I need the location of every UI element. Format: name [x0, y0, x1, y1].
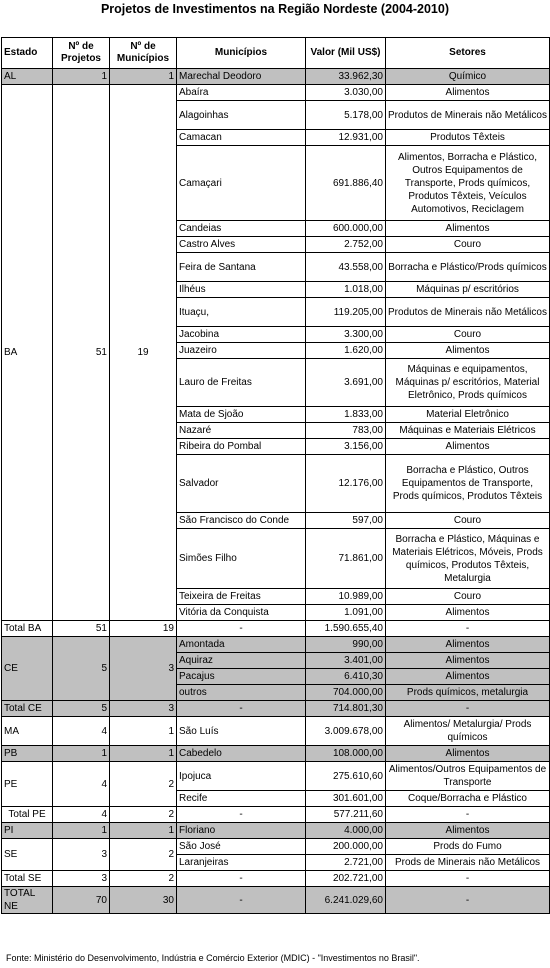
- valor-cell: 3.009.678,00: [306, 717, 386, 746]
- municipio-cell: outros: [177, 685, 306, 701]
- municipio-cell: Ituaçu,: [177, 298, 306, 327]
- header-municipios: Municípios: [177, 38, 306, 69]
- municipios-count-cell: 3: [110, 637, 177, 701]
- valor-cell: 3.156,00: [306, 439, 386, 455]
- valor-cell: 301.601,00: [306, 791, 386, 807]
- municipio-cell: Ilhéus: [177, 282, 306, 298]
- table-row: [2, 69, 550, 85]
- valor-cell: 108.000,00: [306, 746, 386, 762]
- estado-cell: PE: [2, 762, 53, 807]
- header-setores: Setores: [386, 38, 550, 69]
- estado-cell: CE: [2, 637, 53, 701]
- setores-cell: Alimentos: [386, 746, 550, 762]
- setores-cell: Prods do Fumo: [386, 839, 550, 855]
- table-row: [2, 637, 550, 653]
- municipio-cell: Ipojuca: [177, 762, 306, 791]
- valor-cell: 6.241.029,60: [306, 887, 386, 914]
- municipio-cell: Floriano: [177, 823, 306, 839]
- investments-table: [1, 37, 550, 914]
- municipio-cell: Mata de Sjoão: [177, 407, 306, 423]
- valor-cell: 275.610,60: [306, 762, 386, 791]
- setores-cell: -: [386, 701, 550, 717]
- valor-cell: 704.000,00: [306, 685, 386, 701]
- setores-cell: Máquinas p/ escritórios: [386, 282, 550, 298]
- setores-cell: Couro: [386, 237, 550, 253]
- table-row: [2, 807, 550, 823]
- valor-cell: 714.801,30: [306, 701, 386, 717]
- municipio-cell: São Luís: [177, 717, 306, 746]
- setores-cell: Alimentos: [386, 439, 550, 455]
- setores-cell: Borracha e Plástico, Máquinas e Materiais Elétricos, Móveis, Prods químicos, Produtos Têxteis, Metalurgia: [386, 529, 550, 589]
- projetos-cell: 1: [53, 746, 110, 762]
- setores-cell: Couro: [386, 513, 550, 529]
- valor-cell: 3.300,00: [306, 327, 386, 343]
- setores-cell: -: [386, 887, 550, 914]
- municipios-count-cell: 1: [110, 746, 177, 762]
- municipios-count-cell: 2: [110, 762, 177, 807]
- estado-cell: AL: [2, 69, 53, 85]
- projetos-cell: 51: [53, 85, 110, 621]
- valor-cell: 12.931,00: [306, 130, 386, 146]
- header-projetos: Nº de Projetos: [53, 38, 110, 69]
- projetos-cell: 70: [53, 887, 110, 914]
- valor-cell: 597,00: [306, 513, 386, 529]
- municipio-cell: Aquiraz: [177, 653, 306, 669]
- valor-cell: 202.721,00: [306, 871, 386, 887]
- municipio-cell: Alagoinhas: [177, 101, 306, 130]
- municipios-count-cell: 2: [110, 807, 177, 823]
- municipios-count-cell: 19: [110, 85, 177, 621]
- municipio-cell: -: [177, 887, 306, 914]
- setores-cell: Prods químicos, metalurgia: [386, 685, 550, 701]
- valor-cell: 2.752,00: [306, 237, 386, 253]
- municipio-cell: Ribeira do Pombal: [177, 439, 306, 455]
- table-header-row: [2, 38, 550, 69]
- projetos-cell: 4: [53, 807, 110, 823]
- estado-cell: PI: [2, 823, 53, 839]
- estado-cell: Total CE: [2, 701, 53, 717]
- municipio-cell: Lauro de Freitas: [177, 359, 306, 407]
- source-note: Fonte: Ministério do Desenvolvimento, Indústria e Comércio Exterior (MDIC) - "Investimentos no Brasil".: [6, 953, 420, 963]
- header-municipios-count: Nº de Municípios: [110, 38, 177, 69]
- valor-cell: 2.721,00: [306, 855, 386, 871]
- setores-cell: -: [386, 621, 550, 637]
- municipio-cell: Camaçari: [177, 146, 306, 221]
- valor-cell: 119.205,00: [306, 298, 386, 327]
- municipios-count-cell: 1: [110, 823, 177, 839]
- valor-cell: 600.000,00: [306, 221, 386, 237]
- municipio-cell: Amontada: [177, 637, 306, 653]
- municipio-cell: Simões Filho: [177, 529, 306, 589]
- header-valor: Valor (Mil US$): [306, 38, 386, 69]
- municipios-count-cell: 1: [110, 69, 177, 85]
- municipio-cell: -: [177, 807, 306, 823]
- municipio-cell: Candeias: [177, 221, 306, 237]
- setores-cell: Alimentos: [386, 343, 550, 359]
- municipio-cell: São José: [177, 839, 306, 855]
- valor-cell: 3.691,00: [306, 359, 386, 407]
- valor-cell: 6.410,30: [306, 669, 386, 685]
- projetos-cell: 1: [53, 823, 110, 839]
- table-row: [2, 871, 550, 887]
- municipio-cell: Juazeiro: [177, 343, 306, 359]
- municipio-cell: -: [177, 701, 306, 717]
- setores-cell: -: [386, 807, 550, 823]
- valor-cell: 1.620,00: [306, 343, 386, 359]
- municipio-cell: Salvador: [177, 455, 306, 513]
- projetos-cell: 3: [53, 871, 110, 887]
- municipio-cell: Teixeira de Freitas: [177, 589, 306, 605]
- setores-cell: Produtos Têxteis: [386, 130, 550, 146]
- projetos-cell: 5: [53, 701, 110, 717]
- valor-cell: 3.030,00: [306, 85, 386, 101]
- setores-cell: Coque/Borracha e Plástico: [386, 791, 550, 807]
- municipios-count-cell: 30: [110, 887, 177, 914]
- setores-cell: Máquinas e equipamentos, Máquinas p/ escritórios, Material Eletrônico, Prods químicos: [386, 359, 550, 407]
- municipio-cell: Recife: [177, 791, 306, 807]
- municipio-cell: Cabedelo: [177, 746, 306, 762]
- municipios-count-cell: 1: [110, 717, 177, 746]
- estado-cell: BA: [2, 85, 53, 621]
- municipio-cell: Marechal Deodoro: [177, 69, 306, 85]
- projetos-cell: 1: [53, 69, 110, 85]
- setores-cell: Couro: [386, 327, 550, 343]
- setores-cell: Borracha e Plástico, Outros Equipamentos de Transporte, Prods químicos, Produtos Têxteis: [386, 455, 550, 513]
- municipio-cell: -: [177, 871, 306, 887]
- municipios-count-cell: 19: [110, 621, 177, 637]
- projetos-cell: 5: [53, 637, 110, 701]
- valor-cell: 71.861,00: [306, 529, 386, 589]
- estado-cell: MA: [2, 717, 53, 746]
- table-row: [2, 717, 550, 746]
- page-title: Projetos de Investimentos na Região Nordeste (2004-2010): [100, 2, 450, 16]
- table-row: [2, 887, 550, 914]
- valor-cell: 1.833,00: [306, 407, 386, 423]
- projetos-cell: 4: [53, 762, 110, 807]
- setores-cell: Alimentos: [386, 823, 550, 839]
- valor-cell: 577.211,60: [306, 807, 386, 823]
- municipio-cell: Nazaré: [177, 423, 306, 439]
- table-row: [2, 85, 550, 101]
- setores-cell: Produtos de Minerais não Metálicos: [386, 101, 550, 130]
- setores-cell: -: [386, 871, 550, 887]
- setores-cell: Máquinas e Materiais Elétricos: [386, 423, 550, 439]
- municipio-cell: Abaíra: [177, 85, 306, 101]
- table-row: [2, 839, 550, 855]
- valor-cell: 200.000,00: [306, 839, 386, 855]
- table-row: [2, 701, 550, 717]
- valor-cell: 990,00: [306, 637, 386, 653]
- municipio-cell: Vitória da Conquista: [177, 605, 306, 621]
- setores-cell: Alimentos: [386, 605, 550, 621]
- estado-cell: Total BA: [2, 621, 53, 637]
- setores-cell: Alimentos: [386, 637, 550, 653]
- setores-cell: Alimentos/ Metalurgia/ Prods químicos: [386, 717, 550, 746]
- setores-cell: Alimentos, Borracha e Plástico, Outros Equipamentos de Transporte, Prods químicos, Produtos Têxteis, Veículos Automotivos, Reciclagem: [386, 146, 550, 221]
- valor-cell: 10.989,00: [306, 589, 386, 605]
- estado-cell: TOTAL NE: [2, 887, 53, 914]
- municipio-cell: -: [177, 621, 306, 637]
- estado-cell: PB: [2, 746, 53, 762]
- setores-cell: Alimentos: [386, 669, 550, 685]
- valor-cell: 3.401,00: [306, 653, 386, 669]
- municipio-cell: São Francisco do Conde: [177, 513, 306, 529]
- setores-cell: Químico: [386, 69, 550, 85]
- projetos-cell: 4: [53, 717, 110, 746]
- valor-cell: 783,00: [306, 423, 386, 439]
- valor-cell: 691.886,40: [306, 146, 386, 221]
- municipio-cell: Pacajus: [177, 669, 306, 685]
- projetos-cell: 51: [53, 621, 110, 637]
- valor-cell: 4.000,00: [306, 823, 386, 839]
- table-row: [2, 823, 550, 839]
- setores-cell: Prods de Minerais não Metálicos: [386, 855, 550, 871]
- setores-cell: Borracha e Plástico/Prods químicos: [386, 253, 550, 282]
- setores-cell: Couro: [386, 589, 550, 605]
- estado-cell: Total SE: [2, 871, 53, 887]
- setores-cell: Alimentos: [386, 221, 550, 237]
- municipio-cell: Jacobina: [177, 327, 306, 343]
- municipio-cell: Feira de Santana: [177, 253, 306, 282]
- valor-cell: 1.091,00: [306, 605, 386, 621]
- table-row: [2, 746, 550, 762]
- municipio-cell: Camacan: [177, 130, 306, 146]
- municipio-cell: Castro Alves: [177, 237, 306, 253]
- municipio-cell: Laranjeiras: [177, 855, 306, 871]
- table-row: [2, 762, 550, 791]
- setores-cell: Alimentos/Outros Equipamentos de Transporte: [386, 762, 550, 791]
- setores-cell: Alimentos: [386, 85, 550, 101]
- projetos-cell: 3: [53, 839, 110, 871]
- table-row: [2, 621, 550, 637]
- municipios-count-cell: 3: [110, 701, 177, 717]
- setores-cell: Alimentos: [386, 653, 550, 669]
- valor-cell: 33.962,30: [306, 69, 386, 85]
- valor-cell: 1.590.655,40: [306, 621, 386, 637]
- valor-cell: 43.558,00: [306, 253, 386, 282]
- valor-cell: 12.176,00: [306, 455, 386, 513]
- header-estado: Estado: [2, 38, 53, 69]
- estado-cell: Total PE: [2, 807, 53, 823]
- valor-cell: 1.018,00: [306, 282, 386, 298]
- setores-cell: Produtos de Minerais não Metálicos: [386, 298, 550, 327]
- setores-cell: Material Eletrônico: [386, 407, 550, 423]
- municipios-count-cell: 2: [110, 839, 177, 871]
- valor-cell: 5.178,00: [306, 101, 386, 130]
- estado-cell: SE: [2, 839, 53, 871]
- municipios-count-cell: 2: [110, 871, 177, 887]
